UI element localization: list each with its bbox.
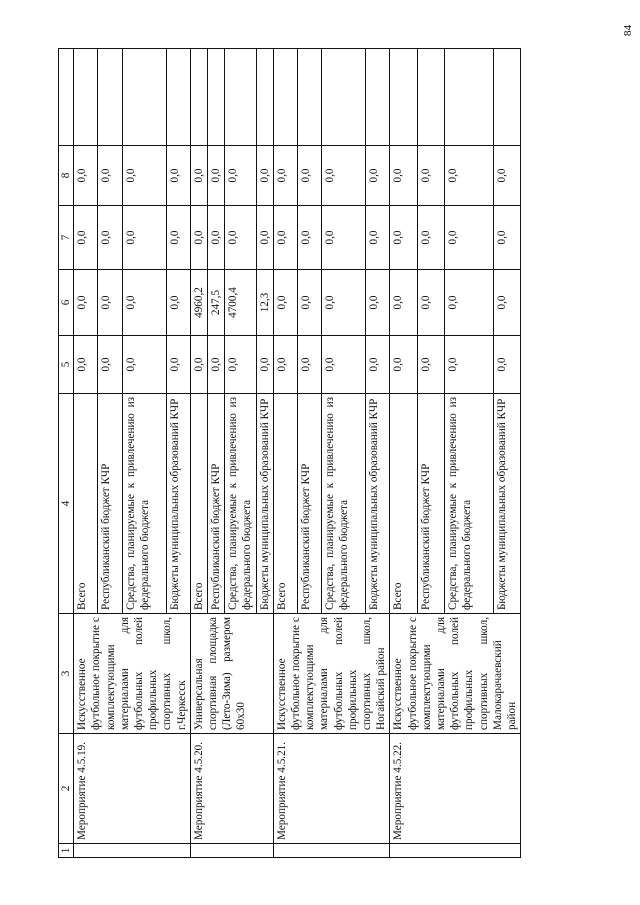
value-cell-c6: 0,0 <box>444 270 493 336</box>
empty-cell <box>494 49 521 146</box>
value-cell-c8: 0,0 <box>166 146 190 206</box>
value-cell-c7: 0,0 <box>390 206 417 270</box>
value-cell-c8: 0,0 <box>98 146 122 206</box>
value-cell-c5: 0,0 <box>298 336 322 394</box>
column-header: 2 <box>59 734 74 844</box>
value-cell-c7: 0,0 <box>98 206 122 270</box>
value-cell-c5: 0,0 <box>417 336 444 394</box>
event-cell: Мероприятие 4.5.21. <box>273 734 390 844</box>
value-cell-c7: 0,0 <box>298 206 322 270</box>
empty-cell <box>322 49 366 146</box>
value-cell-c5: 0,0 <box>273 336 297 394</box>
table-body <box>74 49 521 858</box>
empty-cell <box>390 49 417 146</box>
empty-cell <box>298 49 322 146</box>
number-cell <box>390 844 521 858</box>
page-number: 84 <box>622 25 634 36</box>
number-cell <box>190 844 273 858</box>
source-cell: Республиканский бюджет КЧР <box>208 394 225 614</box>
value-cell-c7: 0,0 <box>256 206 273 270</box>
value-cell-c6: 4960,2 <box>190 270 207 336</box>
value-cell-c6: 0,0 <box>366 270 390 336</box>
column-header: 7 <box>59 206 74 270</box>
source-cell: Средства, планируемые к привлечению из федерального бюджета <box>225 394 256 614</box>
value-cell-c5: 0,0 <box>256 336 273 394</box>
table-row <box>190 49 207 858</box>
value-cell-c8: 0,0 <box>444 146 493 206</box>
value-cell-c5: 0,0 <box>444 336 493 394</box>
column-header-empty <box>59 49 74 146</box>
value-cell-c5: 0,0 <box>208 336 225 394</box>
source-cell: Всего <box>390 394 417 614</box>
rotated-page-content <box>58 48 628 858</box>
empty-cell <box>417 49 444 146</box>
value-cell-c6: 0,0 <box>417 270 444 336</box>
event-cell: Мероприятие 4.5.22. <box>390 734 521 844</box>
value-cell-c8: 0,0 <box>298 146 322 206</box>
value-cell-c6: 0,0 <box>322 270 366 336</box>
value-cell-c5: 0,0 <box>98 336 122 394</box>
value-cell-c7: 0,0 <box>190 206 207 270</box>
event-cell: Мероприятие 4.5.19. <box>74 734 191 844</box>
table-row <box>390 49 417 858</box>
empty-cell <box>98 49 122 146</box>
value-cell-c6: 4700,4 <box>225 270 256 336</box>
column-header: 1 <box>59 844 74 858</box>
value-cell-c6: 0,0 <box>98 270 122 336</box>
empty-cell <box>273 49 297 146</box>
value-cell-c5: 0,0 <box>322 336 366 394</box>
source-cell: Республиканский бюджет КЧР <box>298 394 322 614</box>
value-cell-c7: 0,0 <box>166 206 190 270</box>
value-cell-c6: 247,5 <box>208 270 225 336</box>
description-cell: Искусственное футбольное покрытие с комплектующими материалами для футбольных полей профильных спортивных школ, г.Черкесск <box>74 614 191 734</box>
value-cell-c7: 0,0 <box>122 206 166 270</box>
value-cell-c8: 0,0 <box>390 146 417 206</box>
source-cell: Средства, планируемые к привлечению из федерального бюджета <box>444 394 493 614</box>
value-cell-c7: 0,0 <box>494 206 521 270</box>
value-cell-c6: 0,0 <box>298 270 322 336</box>
value-cell-c5: 0,0 <box>494 336 521 394</box>
column-header: 3 <box>59 614 74 734</box>
value-cell-c8: 0,0 <box>366 146 390 206</box>
table-row <box>74 49 98 858</box>
value-cell-c6: 0,0 <box>390 270 417 336</box>
empty-cell <box>444 49 493 146</box>
empty-cell <box>225 49 256 146</box>
value-cell-c7: 0,0 <box>417 206 444 270</box>
value-cell-c8: 0,0 <box>417 146 444 206</box>
value-cell-c7: 0,0 <box>273 206 297 270</box>
value-cell-c8: 0,0 <box>74 146 98 206</box>
source-cell: Всего <box>273 394 297 614</box>
table-header <box>59 49 74 858</box>
value-cell-c8: 0,0 <box>322 146 366 206</box>
value-cell-c5: 0,0 <box>190 336 207 394</box>
value-cell-c5: 0,0 <box>166 336 190 394</box>
value-cell-c7: 0,0 <box>444 206 493 270</box>
event-cell: Мероприятие 4.5.20. <box>190 734 273 844</box>
empty-cell <box>256 49 273 146</box>
header-row <box>59 49 74 858</box>
value-cell-c6: 0,0 <box>494 270 521 336</box>
value-cell-c7: 0,0 <box>225 206 256 270</box>
value-cell-c5: 0,0 <box>74 336 98 394</box>
description-cell: Универсальная спортивная площадка (Лето-Зима) размером 60х30 <box>190 614 273 734</box>
table-row <box>273 49 297 858</box>
value-cell-c7: 0,0 <box>208 206 225 270</box>
value-cell-c6: 0,0 <box>122 270 166 336</box>
value-cell-c8: 0,0 <box>494 146 521 206</box>
number-cell <box>74 844 191 858</box>
empty-cell <box>366 49 390 146</box>
description-cell: Искусственное футбольное покрытие с комплектующими материалами для футбольных полей профильных спортивных школ, Малокарачаевский район <box>390 614 521 734</box>
source-cell: Всего <box>74 394 98 614</box>
value-cell-c8: 0,0 <box>225 146 256 206</box>
value-cell-c7: 0,0 <box>74 206 98 270</box>
value-cell-c5: 0,0 <box>122 336 166 394</box>
value-cell-c8: 0,0 <box>256 146 273 206</box>
description-cell: Искусственное футбольное покрытие с комплектующими материалами для футбольных полей профильных спортивных школ, Ногайский район <box>273 614 390 734</box>
value-cell-c6: 12,3 <box>256 270 273 336</box>
empty-cell <box>208 49 225 146</box>
value-cell-c6: 0,0 <box>74 270 98 336</box>
empty-cell <box>166 49 190 146</box>
value-cell-c8: 0,0 <box>122 146 166 206</box>
source-cell: Республиканский бюджет КЧР <box>417 394 444 614</box>
value-cell-c8: 0,0 <box>208 146 225 206</box>
source-cell: Средства, планируемые к привлечению из федерального бюджета <box>122 394 166 614</box>
value-cell-c5: 0,0 <box>366 336 390 394</box>
value-cell-c5: 0,0 <box>390 336 417 394</box>
value-cell-c8: 0,0 <box>190 146 207 206</box>
column-header: 8 <box>59 146 74 206</box>
source-cell: Республиканский бюджет КЧР <box>98 394 122 614</box>
funding-table <box>58 48 521 858</box>
value-cell-c7: 0,0 <box>322 206 366 270</box>
source-cell: Средства, планируемые к привлечению из федерального бюджета <box>322 394 366 614</box>
empty-cell <box>190 49 207 146</box>
value-cell-c6: 0,0 <box>166 270 190 336</box>
empty-cell <box>74 49 98 146</box>
source-cell: Всего <box>190 394 207 614</box>
value-cell-c8: 0,0 <box>273 146 297 206</box>
value-cell-c5: 0,0 <box>225 336 256 394</box>
column-header: 6 <box>59 270 74 336</box>
source-cell: Бюджеты муниципальных образований КЧР <box>494 394 521 614</box>
source-cell: Бюджеты муниципальных образований КЧР <box>366 394 390 614</box>
number-cell <box>273 844 390 858</box>
column-header: 4 <box>59 394 74 614</box>
source-cell: Бюджеты муниципальных образований КЧР <box>256 394 273 614</box>
source-cell: Бюджеты муниципальных образований КЧР <box>166 394 190 614</box>
value-cell-c6: 0,0 <box>273 270 297 336</box>
column-header: 5 <box>59 336 74 394</box>
value-cell-c7: 0,0 <box>366 206 390 270</box>
empty-cell <box>122 49 166 146</box>
